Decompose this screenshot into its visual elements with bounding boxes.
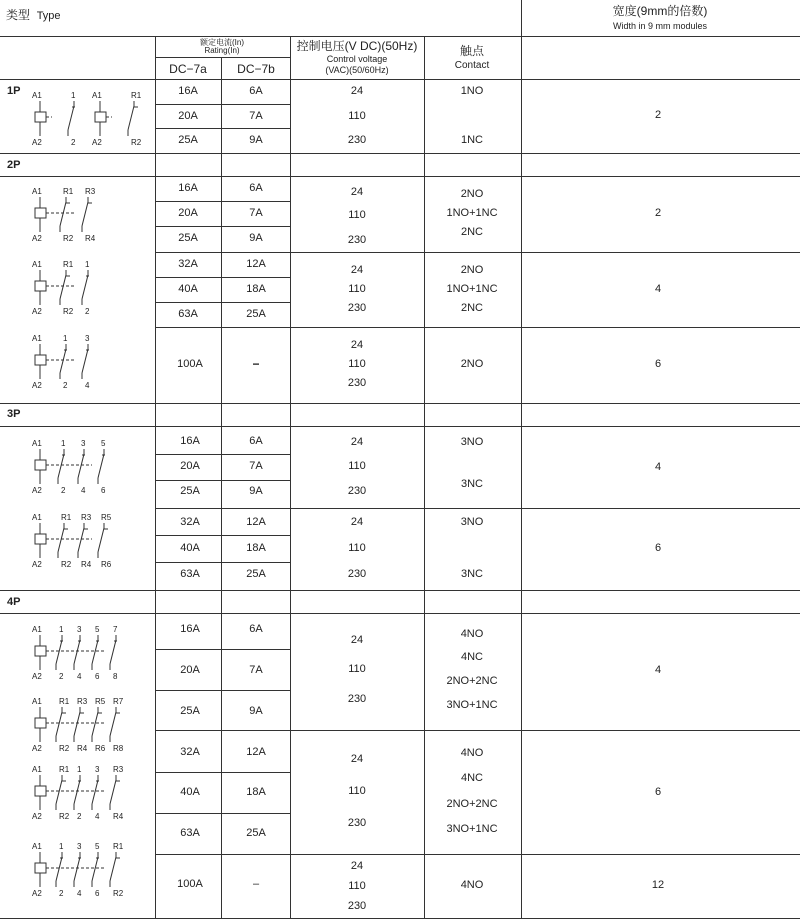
voltage-value: 230 [347, 817, 367, 829]
rating-dc7a: 32A [180, 746, 200, 758]
terminal-label: R1 [61, 513, 72, 522]
contact-value: 4NC [460, 651, 484, 663]
section-2p-label: 2P [7, 159, 21, 171]
contact-header-en: Contact [454, 60, 490, 71]
row-rule [155, 649, 290, 650]
contact-value: 2NO+2NC [446, 798, 498, 810]
terminal-label: R1 [59, 697, 70, 706]
type-header-cn: 类型 [6, 8, 31, 22]
rating-dc7b: – [252, 878, 260, 890]
rating-header-cn: 额定电流(In) [200, 38, 244, 47]
wiring-diagram-1p-nc [92, 90, 162, 148]
row-rule [155, 277, 290, 278]
rating-dc7a: 40A [180, 542, 200, 554]
contact-blade [110, 640, 116, 664]
voltage-value: 24 [350, 860, 364, 872]
contact-blade [68, 106, 74, 130]
rating-dc7a: 25A [178, 134, 198, 146]
dc7a-header: DC−7a [169, 62, 207, 76]
contact-blade [110, 857, 116, 881]
terminal-label: A2 [32, 307, 42, 316]
rating-dc7b: 9A [249, 705, 263, 717]
terminal-label: 8 [113, 672, 118, 681]
voltage-value: 230 [347, 693, 367, 705]
contact-blade [74, 640, 80, 664]
rating-dc7b: 9A [249, 232, 263, 244]
terminal-label: R6 [101, 560, 112, 569]
contact-value: 3NC [460, 478, 484, 490]
terminal-label: R2 [131, 138, 142, 147]
row-rule [155, 128, 290, 129]
terminal-label: R1 [63, 187, 74, 196]
terminal-label: 5 [95, 625, 100, 634]
coil-symbol [35, 786, 46, 796]
coil-symbol [35, 281, 46, 291]
voltage-value: 230 [347, 568, 367, 580]
wiring-diagram-3p-nc [32, 512, 142, 570]
column-rule [290, 36, 291, 919]
header-top-rule [0, 36, 800, 37]
row-rule [155, 535, 290, 536]
contact-blade [78, 528, 84, 552]
row-rule [155, 772, 290, 773]
voltage-value: 24 [350, 436, 364, 448]
rating-dc7b: 6A [249, 182, 263, 194]
rating-dc7b: 18A [246, 283, 266, 295]
rating-dc7b: 25A [246, 827, 266, 839]
contact-value: 3NO+1NC [446, 823, 498, 835]
voltage-header-en1: Control voltage [326, 54, 388, 64]
voltage-value: 230 [347, 485, 367, 497]
width-value: 4 [654, 461, 662, 473]
rating-dc7a: 20A [180, 460, 200, 472]
terminal-label: R1 [59, 765, 70, 774]
coil-symbol [35, 460, 46, 470]
wiring-diagram-4p-2no2nc [32, 764, 152, 824]
contact-value: 3NO [460, 436, 484, 448]
terminal-label: A1 [32, 439, 42, 448]
voltage-value: 230 [347, 234, 367, 246]
terminal-label: A2 [32, 138, 42, 147]
contact-blade [60, 202, 66, 226]
rating-dc7a: 25A [178, 232, 198, 244]
rating-header-en: Rating(In) [204, 46, 240, 55]
rating-dc7a: 100A [177, 358, 203, 370]
rating-dc7a: 20A [180, 664, 200, 676]
contact-value: 2NO [460, 264, 484, 276]
contact-blade [74, 780, 80, 804]
section-3p-label: 3P [7, 408, 21, 420]
rating-dc7b: 6A [249, 85, 263, 97]
row-rule [155, 104, 290, 105]
dc7b-header: DC−7b [237, 62, 275, 76]
terminal-label: R1 [113, 842, 124, 851]
terminal-label: A1 [32, 260, 42, 269]
group-rule [155, 854, 800, 855]
terminal-label: 5 [95, 842, 100, 851]
contact-value: 3NC [460, 568, 484, 580]
terminal-label: R2 [61, 560, 72, 569]
rating-dc7a: 63A [180, 827, 200, 839]
rating-dc7a: 32A [180, 516, 200, 528]
terminal-label: 2 [63, 381, 68, 390]
terminal-label: R3 [81, 513, 92, 522]
voltage-value: 110 [348, 358, 366, 370]
terminal-label: R1 [131, 91, 142, 100]
terminal-label: R4 [77, 744, 88, 753]
contact-blade [58, 528, 64, 552]
rating-dc7b: 7A [249, 460, 263, 472]
row-rule [155, 690, 290, 691]
contact-blade [78, 454, 84, 478]
wiring-diagram-3p-no [32, 438, 142, 498]
voltage-value: 230 [347, 302, 367, 314]
rating-dc7b: 18A [246, 542, 266, 554]
terminal-label: 2 [85, 307, 90, 316]
section-4p-label: 4P [7, 596, 21, 608]
terminal-label: R2 [63, 234, 74, 243]
contact-value: 2NO [460, 188, 484, 200]
rating-dc7b: 12A [246, 746, 266, 758]
column-rule [221, 57, 222, 919]
rating-dc7b: 12A [246, 516, 266, 528]
width-value: 2 [654, 207, 662, 219]
terminal-label: R3 [113, 765, 124, 774]
row-rule [155, 562, 290, 563]
section-rule [0, 153, 800, 154]
contact-value: 2NO+2NC [446, 675, 498, 687]
terminal-label: 2 [61, 486, 66, 495]
header-bottom-rule [0, 79, 800, 80]
column-rule [424, 36, 425, 919]
terminal-label: R2 [63, 307, 74, 316]
rating-dc7a: 25A [180, 705, 200, 717]
coil-symbol [35, 208, 46, 218]
terminal-label: 1 [59, 625, 64, 634]
terminal-label: R1 [63, 260, 74, 269]
rating-dc7a: 20A [178, 110, 198, 122]
type-header-en: Type [36, 10, 61, 22]
rating-dc7b: 9A [249, 134, 263, 146]
rating-dc7b: 7A [249, 207, 263, 219]
rating-dc7b: 6A [249, 435, 263, 447]
group-rule [155, 508, 800, 509]
terminal-label: A1 [92, 91, 102, 100]
column-rule [521, 0, 522, 919]
row-rule [155, 201, 290, 202]
type-header [6, 9, 61, 22]
section-rule [0, 403, 800, 404]
contact-blade [60, 275, 66, 299]
voltage-value: 110 [348, 460, 366, 472]
terminal-label: A1 [32, 91, 42, 100]
rating-dc7b: 9A [249, 485, 263, 497]
coil-symbol [35, 355, 46, 365]
terminal-label: R4 [113, 812, 124, 821]
voltage-value: 110 [348, 785, 366, 797]
terminal-label: A2 [32, 234, 42, 243]
terminal-label: A1 [32, 697, 42, 706]
section-rule [0, 590, 800, 591]
group-rule [155, 252, 800, 253]
terminal-label: R3 [85, 187, 96, 196]
rating-dc7a: 16A [178, 85, 198, 97]
terminal-label: 1 [59, 842, 64, 851]
contact-blade [82, 275, 88, 299]
terminal-label: 2 [77, 812, 82, 821]
contact-blade [60, 349, 66, 373]
contact-value: 2NC [460, 226, 484, 238]
rating-dc7a: 63A [178, 308, 198, 320]
voltage-value: 110 [348, 209, 366, 221]
terminal-label: 6 [101, 486, 106, 495]
terminal-label: 2 [71, 138, 76, 147]
rating-dc7a: 25A [180, 485, 200, 497]
terminal-label: 2 [59, 889, 64, 898]
terminal-label: R5 [95, 697, 106, 706]
voltage-value: 110 [348, 542, 366, 554]
wiring-diagram-4p-nc [32, 696, 152, 756]
coil-symbol [35, 534, 46, 544]
section-rule [0, 426, 800, 427]
row-rule [155, 454, 290, 455]
terminal-label: A2 [32, 672, 42, 681]
terminal-label: 3 [85, 334, 90, 343]
width-header-cn: 宽度(9mm的倍数) [612, 4, 708, 18]
terminal-label: 4 [81, 486, 86, 495]
terminal-label: A2 [32, 889, 42, 898]
contact-blade [56, 780, 62, 804]
terminal-label: 4 [85, 381, 90, 390]
rating-dc7a: 20A [178, 207, 198, 219]
terminal-label: 1 [63, 334, 68, 343]
contact-value: 1NO [460, 85, 484, 97]
voltage-header-cn: 控制电压(V DC)(50Hz) [296, 39, 418, 53]
rating-dc7b: 6A [249, 623, 263, 635]
terminal-label: A2 [32, 744, 42, 753]
contact-value: 4NC [460, 772, 484, 784]
rating-dc7a: 16A [180, 435, 200, 447]
rating-dc7a: 40A [180, 786, 200, 798]
contact-value: 1NC [460, 134, 484, 146]
terminal-label: 1 [61, 439, 66, 448]
terminal-label: 1 [77, 765, 82, 774]
voltage-value: 230 [347, 900, 367, 912]
contact-blade [56, 857, 62, 881]
voltage-value: 110 [348, 880, 366, 892]
contact-value: 4NO [460, 879, 484, 891]
contact-blade [98, 528, 104, 552]
contact-value: 4NO [460, 747, 484, 759]
terminal-label: A2 [32, 381, 42, 390]
terminal-label: R2 [59, 744, 70, 753]
contact-blade [74, 712, 80, 736]
voltage-value: 24 [350, 186, 364, 198]
wiring-diagram-4p-no [32, 624, 152, 684]
rating-dc7b: 12A [246, 258, 266, 270]
width-value: 2 [654, 109, 662, 121]
rating-dc7a: 40A [178, 283, 198, 295]
rating-dc7b: 7A [249, 664, 263, 676]
contact-blade [92, 640, 98, 664]
terminal-label: R7 [113, 697, 124, 706]
terminal-label: R2 [59, 812, 70, 821]
contact-value: 3NO [460, 516, 484, 528]
column-rule [155, 36, 156, 919]
contact-blade [98, 454, 104, 478]
rating-dc7a: 32A [178, 258, 198, 270]
contact-blade [82, 349, 88, 373]
voltage-value: 24 [350, 85, 364, 97]
terminal-label: R2 [113, 889, 124, 898]
contact-blade [58, 454, 64, 478]
rating-dc7b: 25A [246, 568, 266, 580]
voltage-value: 24 [350, 339, 364, 351]
width-header-en: Width in 9 mm modules [612, 21, 708, 31]
wiring-diagram-2p-nc [32, 186, 132, 244]
terminal-label: 3 [77, 842, 82, 851]
contact-blade [110, 780, 116, 804]
row-rule [155, 302, 290, 303]
group-rule [155, 730, 800, 731]
contact-header-cn: 触点 [459, 44, 485, 58]
voltage-value: 110 [348, 283, 366, 295]
coil-symbol [35, 112, 46, 122]
terminal-label: A1 [32, 513, 42, 522]
rating-dc7b: 7A [249, 110, 263, 122]
terminal-label: R4 [81, 560, 92, 569]
terminal-label: 4 [95, 812, 100, 821]
width-value: 6 [654, 786, 662, 798]
voltage-value: 230 [347, 134, 367, 146]
terminal-label: A1 [32, 625, 42, 634]
wiring-diagram-4p-3no1nc [32, 841, 152, 901]
terminal-label: R5 [101, 513, 112, 522]
wiring-diagram-2p-mixed [32, 259, 132, 317]
group-rule [155, 327, 800, 328]
terminal-label: 5 [101, 439, 106, 448]
contact-value: 4NO [460, 628, 484, 640]
voltage-header-en2: (VAC)(50/60Hz) [325, 65, 389, 75]
width-value: 6 [654, 358, 662, 370]
voltage-value: 24 [350, 634, 364, 646]
coil-symbol [95, 112, 106, 122]
voltage-value: 230 [347, 377, 367, 389]
terminal-label: 3 [77, 625, 82, 634]
width-value: 12 [651, 879, 665, 891]
terminal-label: R6 [95, 744, 106, 753]
voltage-value: 110 [348, 110, 366, 122]
terminal-label: 3 [81, 439, 86, 448]
section-1p-label: 1P [7, 85, 21, 97]
row-rule [155, 226, 290, 227]
terminal-label: A2 [32, 812, 42, 821]
voltage-value: 24 [350, 264, 364, 276]
row-rule [155, 480, 290, 481]
rating-dc7b: 18A [246, 786, 266, 798]
rating-dc7a: 16A [178, 182, 198, 194]
terminal-label: 4 [77, 672, 82, 681]
terminal-label: A1 [32, 334, 42, 343]
section-rule [0, 176, 800, 177]
contact-blade [74, 857, 80, 881]
terminal-label: 6 [95, 672, 100, 681]
terminal-label: 3 [95, 765, 100, 774]
width-value: 4 [654, 664, 662, 676]
terminal-label: R8 [113, 744, 124, 753]
terminal-label: A1 [32, 765, 42, 774]
coil-symbol [35, 718, 46, 728]
contact-blade [92, 780, 98, 804]
coil-symbol [35, 646, 46, 656]
terminal-label: R4 [85, 234, 96, 243]
section-rule [0, 613, 800, 614]
coil-symbol [35, 863, 46, 873]
row-rule [155, 813, 290, 814]
contact-blade [56, 640, 62, 664]
contact-blade [82, 202, 88, 226]
terminal-label: A1 [32, 842, 42, 851]
wiring-diagram-2p-no [32, 333, 132, 393]
contact-value: 2NC [460, 302, 484, 314]
terminal-label: A1 [32, 187, 42, 196]
terminal-label: 6 [95, 889, 100, 898]
contact-value: 1NO+1NC [446, 207, 498, 219]
contact-blade [110, 712, 116, 736]
rating-dc7b: − [252, 357, 260, 371]
terminal-label: A2 [32, 486, 42, 495]
contact-value: 3NO+1NC [446, 699, 498, 711]
rating-dc7a: 63A [180, 568, 200, 580]
voltage-value: 24 [350, 516, 364, 528]
contact-blade [92, 712, 98, 736]
contact-blade [56, 712, 62, 736]
contact-blade [92, 857, 98, 881]
rating-dc7a: 16A [180, 623, 200, 635]
terminal-label: R3 [77, 697, 88, 706]
terminal-label: 1 [85, 260, 90, 269]
contact-value: 2NO [460, 358, 484, 370]
rating-dc7b: 25A [246, 308, 266, 320]
contact-value: 1NO+1NC [446, 283, 498, 295]
terminal-label: 1 [71, 91, 76, 100]
terminal-label: 2 [59, 672, 64, 681]
contact-blade [128, 106, 134, 130]
width-value: 6 [654, 542, 662, 554]
voltage-value: 24 [350, 753, 364, 765]
terminal-label: A2 [32, 560, 42, 569]
rating-dc7a: 100A [177, 878, 203, 890]
terminal-label: 7 [113, 625, 118, 634]
terminal-label: A2 [92, 138, 102, 147]
terminal-label: 4 [77, 889, 82, 898]
voltage-value: 110 [348, 663, 366, 675]
rating-subheader-rule [155, 57, 290, 58]
width-value: 4 [654, 283, 662, 295]
